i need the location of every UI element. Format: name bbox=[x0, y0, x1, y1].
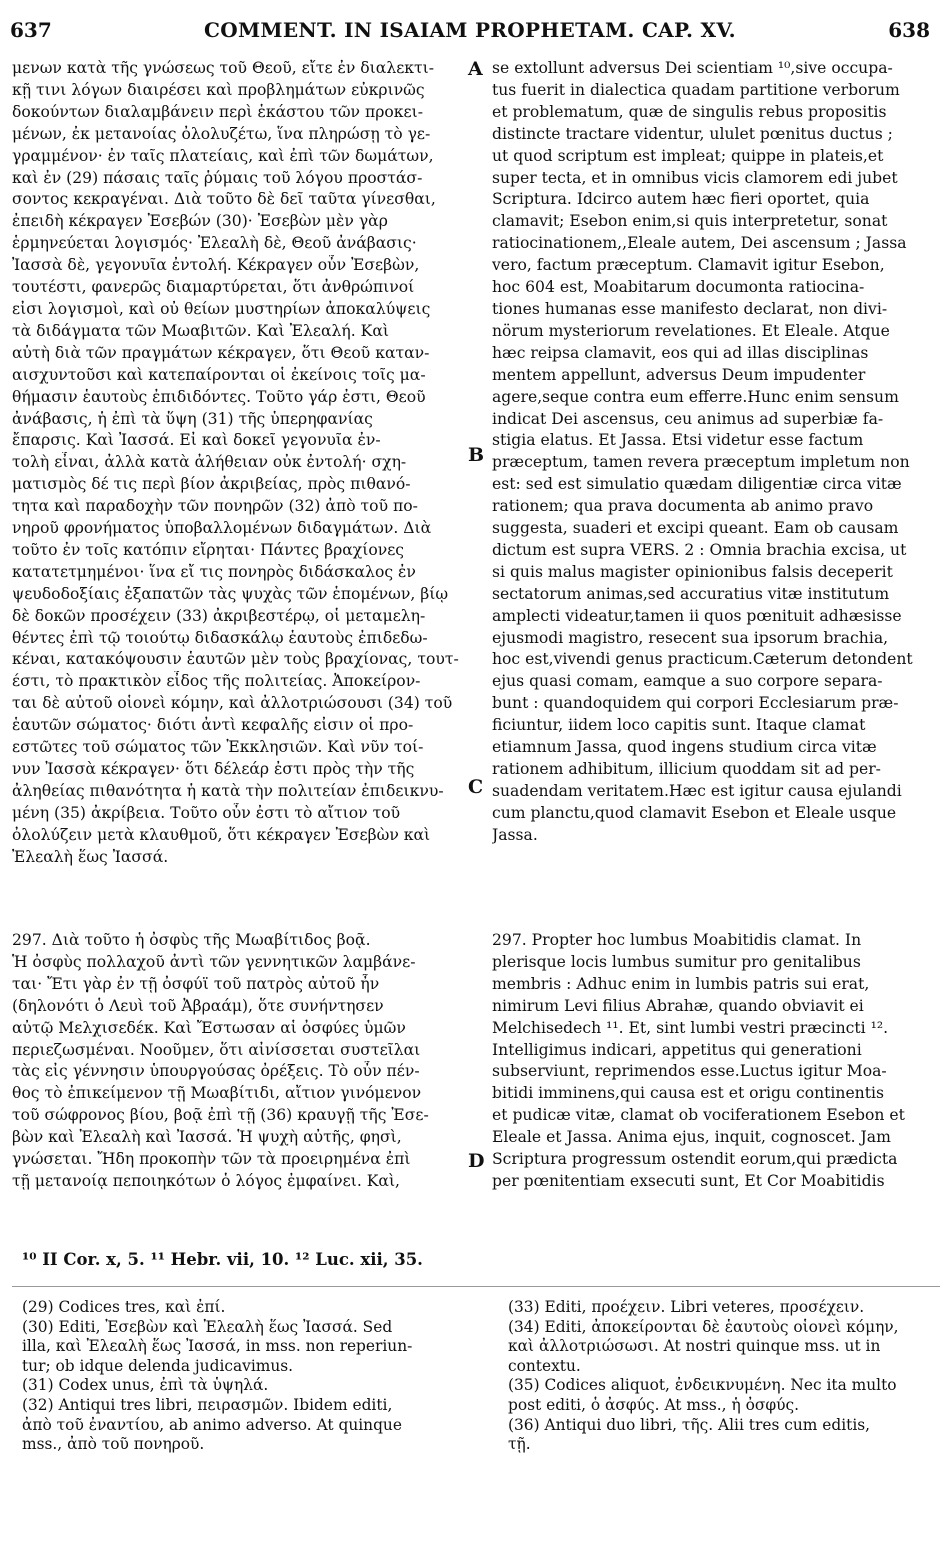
latin-text-line: Eleale et Jassa. Anima ejus, inquit, cognoscet. Jam bbox=[492, 1128, 891, 1147]
latin-text-line: hoc est,vivendi genus practicum.Cæterum detondent bbox=[492, 650, 913, 669]
latin-text-line: subserviunt, reprimendos esse.Luctus igitur Moa- bbox=[492, 1062, 887, 1081]
latin-text-line: rationem; qua prava documenta ab animo pravo bbox=[492, 497, 874, 516]
greek-text-line: κέναι, κατακόψουσιν ἑαυτῶν μὲν τοὺς βραχίονας, τουτ- bbox=[12, 650, 459, 669]
latin-text-line: stigia elatus. Et Jassa. Etsi videtur esse factum bbox=[492, 431, 864, 450]
latin-column bbox=[492, 58, 940, 847]
latin-text-line: Jassa. bbox=[492, 825, 538, 844]
greek-text-line: δὲ δοκῶν προσέχειν (33) ἀκριβεστέρῳ, οἱ μεταμελη- bbox=[12, 606, 426, 625]
footnote-divider bbox=[12, 1286, 940, 1287]
greek-text-line: κατατετμημένοι· ἵνα εἴ τις πονηρὸς διδάσκαλος ἐν bbox=[12, 562, 416, 581]
footnote-line: (36) Antiqui duo libri, τῆς. Alii tres cum editis, bbox=[508, 1415, 871, 1434]
greek-text-line: ψευδοδοξίαις ἐξαπατῶν τὰς ψυχὰς τῶν ἑπομένων, βίῳ bbox=[12, 584, 449, 603]
footnotes-left bbox=[22, 1298, 462, 1455]
greek-text-line: αισχυντοῦσι καὶ κατεπαίρονται οἱ ἐκείνοις τοῖς μα- bbox=[12, 365, 426, 384]
footnote-line: καὶ ἀλλοτριώσωσι. At nostri quinque mss. ut in bbox=[508, 1337, 881, 1356]
greek-text-line: δοκούντων διαλαμβάνειν περὶ ἑκάστου τῶν προκει- bbox=[12, 102, 423, 121]
greek-text-line: θέντες ἐπὶ τῷ τοιούτῳ διδασκάλῳ ἑαυτοὺς ἐπιδεδω- bbox=[12, 628, 428, 647]
margin-marker-b: B bbox=[468, 444, 485, 466]
footnote-line: (33) Editi, προέχειν. Libri veteres, προσέχειν. bbox=[508, 1298, 865, 1316]
latin-text-line: suggesta, suaderi et excipi queant. Eam ob causam bbox=[492, 519, 899, 538]
footnote-line: (29) Codices tres, καὶ ἐπί. bbox=[22, 1298, 226, 1316]
greek-text-line: έστι, τὸ πρακτικὸν εἶδος τῆς πολιτείας. Ἀποκείρον- bbox=[12, 672, 421, 691]
greek-text-line: σοντος κεκραγέναι. Διὰ τοῦτο δὲ δεῖ ταῦτα γίνεσθαι, bbox=[12, 190, 436, 209]
latin-text-line: distincte tractare videntur, ululet pœnitus ductus ; bbox=[492, 124, 893, 143]
latin-text-line: etiamnum Jassa, quod ingens studium circa vitæ bbox=[492, 738, 877, 757]
greek-text-line: τητα καὶ παραδοχὴν τῶν πονηρῶν (32) ἀπὸ τοῦ πο- bbox=[12, 497, 418, 516]
margin-marker-d: D bbox=[468, 1150, 485, 1172]
greek-text-line: ἑαυτῶν σώματος· διότι ἀντὶ κεφαλῆς εἰσιν οἱ προ- bbox=[12, 716, 414, 735]
margin-marker-a: A bbox=[468, 58, 483, 80]
latin-text-line: hoc 604 est, Moabitarum documonta ratiocina- bbox=[492, 278, 865, 297]
right-page-number: 638 bbox=[888, 18, 930, 42]
footnote-line: tur; ob idque delenda judicavimus. bbox=[22, 1356, 294, 1375]
greek-text-line: ται· Ἔτι γὰρ ἐν τῇ ὀσφύϊ τοῦ πατρὸς αὐτοῦ ἦν bbox=[12, 974, 380, 993]
footnote-line: post editi, ὁ ἀσφύς. At mss., ἡ ὀσφύς. bbox=[508, 1395, 799, 1414]
latin-text-line: Scriptura progressum ostendit eorum,qui prædicta bbox=[492, 1150, 898, 1169]
greek-text-line: καὶ ἐν (29) πάσαις ταῖς ῥύμαις τοῦ λόγου προστάσ- bbox=[12, 168, 423, 187]
latin-text-line: præceptum, tamen revera præceptum impletum non bbox=[492, 453, 910, 472]
footnote-line: contextu. bbox=[508, 1356, 581, 1375]
footnote-line: (31) Codex unus, ἐπὶ τὰ ὑψηλά. bbox=[22, 1376, 269, 1395]
greek-text-line: τολὴ εἶναι, ἀλλὰ κατὰ ἀλήθειαν οὐκ ἐντολή· σχη- bbox=[12, 453, 407, 472]
latin-text-line: se extollunt adversus Dei scientiam ¹⁰,sive occupa- bbox=[492, 59, 893, 77]
latin-text-line: plerisque locis lumbus sumitur pro genitalibus bbox=[492, 952, 861, 971]
greek-text-line: εἰσι λογισμοὶ, καὶ οὐ θείων μυστηρίων ἀποκαλύψεις bbox=[12, 299, 431, 318]
latin-text-line: ejus quasi comam, eamque a suo corpore separa- bbox=[492, 672, 883, 691]
greek-text-line: τοῦτο ἐν τοῖς κατόπιν εἴρηται· Πάντες βραχίονες bbox=[12, 540, 405, 559]
latin-text-line: 297. Propter hoc lumbus Moabitidis clamat. In bbox=[492, 931, 862, 949]
latin-text-line: suadendam veritatem.Hæc est igitur causa ejulandi bbox=[492, 781, 902, 800]
latin-text-line: vero, factum præceptum. Clamavit igitur Esebon, bbox=[492, 256, 885, 275]
latin-text-line: Melchisedech ¹¹. Et, sint lumbi vestri præcincti ¹². bbox=[492, 1018, 889, 1037]
greek-text-line: ἐπειδὴ κέκραγεν Ἐσεβών (30)· Ἐσεβὼν μὲν γὰρ bbox=[12, 212, 388, 231]
greek-text-line: αὐτὴ διὰ τῶν πραγμάτων κέκραγεν, ὅτι Θεοῦ καταν- bbox=[12, 343, 430, 362]
page-header bbox=[10, 18, 930, 48]
greek-text-line: βὼν καὶ Ἐλεαλὴ καὶ Ἰασσά. Ἡ ψυχὴ αὐτῆς, φησὶ, bbox=[12, 1128, 402, 1147]
latin-text-line: mentem appellunt, adversus Deum impudenter bbox=[492, 365, 866, 384]
greek-text-line: ται δὲ αὐτοῦ οἱονεὶ κόμην, καὶ ἀλλοτριώσουσι (34) τοῦ bbox=[12, 694, 453, 713]
greek-text-line: ματισμὸς δέ τις περὶ βίον ἀκριβείας, πρὸς πιθανό- bbox=[12, 475, 411, 494]
footnote-line: (34) Editi, ἀποκείρονται δὲ ἑαυτοὺς οἱονεὶ κόμην, bbox=[508, 1317, 899, 1336]
latin-text-line: est: sed est simulatio quædam diligentiæ circa vitæ bbox=[492, 475, 902, 494]
greek-text-line: Ἡ ὀσφὺς πολλαχοῦ ἀντὶ τῶν γεννητικῶν λαμβάνε- bbox=[12, 952, 416, 971]
greek-text-line: γνώσεται. Ἤδη προκοπὴν τῶν τὰ προειρημένα ἐπὶ bbox=[12, 1150, 411, 1169]
greek-text-line: κῇ τινι λόγων διαιρέσει καὶ προβλημάτων εὐκρινῶς bbox=[12, 80, 425, 99]
greek-text-line: γραμμένον· ἐν ταῖς πλατείαις, καὶ ἐπὶ τῶν δωμάτων, bbox=[12, 146, 434, 165]
scripture-references: ¹⁰ II Cor. x, 5. ¹¹ Hebr. vii, 10. ¹² Luc. xii, 35. bbox=[22, 1250, 423, 1269]
latin-text-line: membris : Adhuc enim in lumbis patris sui erat, bbox=[492, 974, 870, 993]
latin-text-line: cum planctu,quod clamavit Esebon et Eleale usque bbox=[492, 803, 897, 822]
latin-text-line: ratiocinationem,,Eleale autem, Dei ascensum ; Jassa bbox=[492, 234, 907, 253]
latin-text-line: hæc reipsa clamavit, eos qui ad illas disciplinas bbox=[492, 343, 869, 362]
greek-text-line: ἀνάβασις, ἡ ἐπὶ τὰ ὕψη (31) τῆς ὑπερηφανίας bbox=[12, 409, 373, 428]
latin-text-line: nörum mysteriorum revelationes. Et Eleale. Atque bbox=[492, 321, 890, 340]
greek-text-line: τῇ μετανοίᾳ πεποιηκότων ὁ λόγος ἐμφαίνει. Καὶ, bbox=[12, 1171, 401, 1190]
latin-text-line: rationem adhibitum, illicium quoddam sit ad per- bbox=[492, 760, 881, 778]
latin-text-line: agere,seque contra eum efferre.Hunc enim sensum bbox=[492, 387, 899, 406]
footnote-line: illa, καὶ Ἐλεαλὴ ἕως Ἰασσά, in mss. non reperiun- bbox=[22, 1337, 413, 1356]
greek-column-section-297 bbox=[12, 930, 474, 1193]
greek-text-line: τοῦ σώφρονος βίου, βοᾷ ἐπὶ τῇ (36) κραυγῇ τῆς Ἐσε- bbox=[12, 1106, 429, 1125]
latin-text-line: ut quod scriptum est impleat; quippe in plateis,et bbox=[492, 146, 884, 165]
latin-text-line: ficiuntur, iidem loco capitis sunt. Itaque clamat bbox=[492, 716, 866, 735]
greek-text-line: τὰς εἰς γέννησιν ὑπουργούσας ὀρέξεις. Τὸ οὖν πέν- bbox=[12, 1062, 420, 1081]
latin-text-line: bitidi imminens,qui causa est et origu continentis bbox=[492, 1084, 884, 1103]
running-title: COMMENT. IN ISAIAM PROPHETAM. CAP. XV. bbox=[204, 18, 736, 42]
greek-text-line: ὀλολύζειν μετὰ κλαυθμοῦ, ὅτι κέκραγεν Ἐσεβὼν καὶ bbox=[12, 825, 431, 844]
latin-text-line: et pudicæ vitæ, clamat ob vociferationem Esebon et bbox=[492, 1106, 905, 1125]
footnote-line: (30) Editi, Ἐσεβὼν καὶ Ἐλεαλὴ ἕως Ἰασσά. Sed bbox=[22, 1317, 393, 1336]
latin-text-line: amplecti videatur,tamen ii quos pœnituit adhæsisse bbox=[492, 606, 902, 625]
greek-text-line: ἑρμηνεύεται λογισμός· Ἐλεαλὴ δὲ, Θεοῦ ἀνάβασις· bbox=[12, 234, 417, 253]
latin-text-line: indicat Dei ascensus, ceu animus ad superbiæ fa- bbox=[492, 409, 884, 428]
margin-marker-c: C bbox=[468, 776, 484, 798]
latin-text-line: tiones humanas esse manifesto declarat, non divi- bbox=[492, 299, 888, 318]
latin-text-line: per pœnitentiam exsecuti sunt, Et Cor Moabitidis bbox=[492, 1171, 885, 1190]
latin-text-line: Intelligimus indicari, appetitus qui generationi bbox=[492, 1040, 862, 1059]
greek-text-line: περιεζωσμέναι. Νοοῦμεν, ὅτι αἰνίσσεται συστεῖλαι bbox=[12, 1040, 421, 1059]
greek-text-line: τουτέστι, φανερῶς διαμαρτύρεται, ὅτι ἀνθρώπινοί bbox=[12, 278, 415, 297]
footnote-line: (32) Antiqui tres libri, πειρασμῶν. Ibidem editi, bbox=[22, 1395, 393, 1414]
latin-text-line: sectatorum animas,sed accuratius vitæ institutum bbox=[492, 584, 890, 603]
greek-text-line: θήμασιν ἑαυτοὺς ἐπιδιδόντες. Τοῦτο γάρ ἐστι, Θεοῦ bbox=[12, 387, 426, 406]
footnote-line: τῇ. bbox=[508, 1435, 531, 1454]
latin-text-line: ejusmodi magistro, resecent sua ipsorum brachia, bbox=[492, 628, 889, 647]
latin-text-line: bunt : quandoquidem qui corpori Ecclesiarum præ- bbox=[492, 694, 899, 713]
latin-column-section-297 bbox=[492, 930, 940, 1193]
greek-text-line: ἀληθείας πιθανότητα ἡ κατὰ τὴν πολιτείαν ἐπιδεικνυ- bbox=[12, 781, 444, 800]
latin-text-line: clamavit; Esebon enim,si quis interpretetur, sonat bbox=[492, 212, 888, 231]
latin-text-line: tus fuerit in dialectica quadam partitione verborum bbox=[492, 80, 900, 99]
footnote-line: ἀπὸ τοῦ ἐναντίου, ab animo adverso. At quinque bbox=[22, 1415, 402, 1434]
greek-text-line: Ἐλεαλὴ ἕως Ἰασσά. bbox=[12, 847, 169, 866]
greek-text-line: (δηλονότι ὁ Λευὶ τοῦ Ἀβραάμ), ὅτε συνήντησεν bbox=[12, 996, 384, 1015]
greek-text-line: τὰ διδάγματα τῶν Μωαβιτῶν. Καὶ Ἐλεαλή. Καὶ bbox=[12, 321, 389, 340]
latin-text-line: nimirum Levi filius Abrahæ, quando obviavit ei bbox=[492, 996, 864, 1015]
footnote-line: (35) Codices aliquot, ἐνδεικνυμένη. Nec ita multo bbox=[508, 1376, 897, 1395]
left-page-number: 637 bbox=[10, 18, 52, 42]
greek-text-line: μένη (35) ἀκρίβεια. Τοῦτο οὖν ἐστι τὸ αἴτιον τοῦ bbox=[12, 803, 401, 822]
greek-text-line: Ἰασσὰ δὲ, γεγονυῖα ἐντολή. Κέκραγεν οὖν Ἐσεβὼν, bbox=[12, 256, 420, 275]
greek-text-line: μένων, ἐκ μετανοίας ὀλολυζέτω, ἵνα πληρώσῃ τὸ γε- bbox=[12, 124, 431, 143]
footnote-line: mss., ἀπὸ τοῦ πονηροῦ. bbox=[22, 1435, 205, 1454]
latin-text-line: et problematum, quæ de singulis rebus propositis bbox=[492, 102, 887, 121]
greek-text-line: εστῶτες τοῦ σώματος τῶν Ἐκκλησιῶν. Καὶ νῦν τοί- bbox=[12, 738, 424, 757]
greek-text-line: νυν Ἰασσὰ κέκραγεν· ὅτι δέλεάρ ἐστι πρὸς τὴν τῆς bbox=[12, 760, 415, 778]
greek-text-line: νηροῦ φρονήματος ὑποβαλλομένων διδαγμάτων. Διὰ bbox=[12, 519, 432, 538]
latin-text-line: dictum est supra VERS. 2 : Omnia brachia excisa, ut bbox=[492, 540, 907, 559]
latin-text-line: super tecta, et in omnibus vicis clamorem edi jubet bbox=[492, 168, 898, 187]
greek-text-line: 297. Διὰ τοῦτο ἡ ὀσφὺς τῆς Μωαβίτιδος βοᾷ. bbox=[12, 931, 371, 949]
latin-text-line: si quis malus magister opinionibus falsis deceperit bbox=[492, 562, 893, 581]
greek-column bbox=[12, 58, 474, 869]
latin-text-line: Scriptura. Idcirco autem hæc fieri oportet, quia bbox=[492, 190, 870, 209]
footnotes-right bbox=[508, 1298, 938, 1455]
greek-text-line: ἔπαρσις. Καὶ Ἰασσά. Εἰ καὶ δοκεῖ γεγονυῖα ἐν- bbox=[12, 431, 381, 450]
greek-text-line: αὐτῷ Μελχισεδέκ. Καὶ Ἔστωσαν αἱ ὀσφύες ὑμῶν bbox=[12, 1018, 406, 1037]
greek-text-line: θος τὸ ἐπικείμενον τῇ Μωαβίτιδι, αἴτιον γινόμενον bbox=[12, 1084, 422, 1103]
greek-text-line: μενων κατὰ τῆς γνώσεως τοῦ Θεοῦ, εἴτε ἐν διαλεκτι- bbox=[12, 59, 435, 77]
